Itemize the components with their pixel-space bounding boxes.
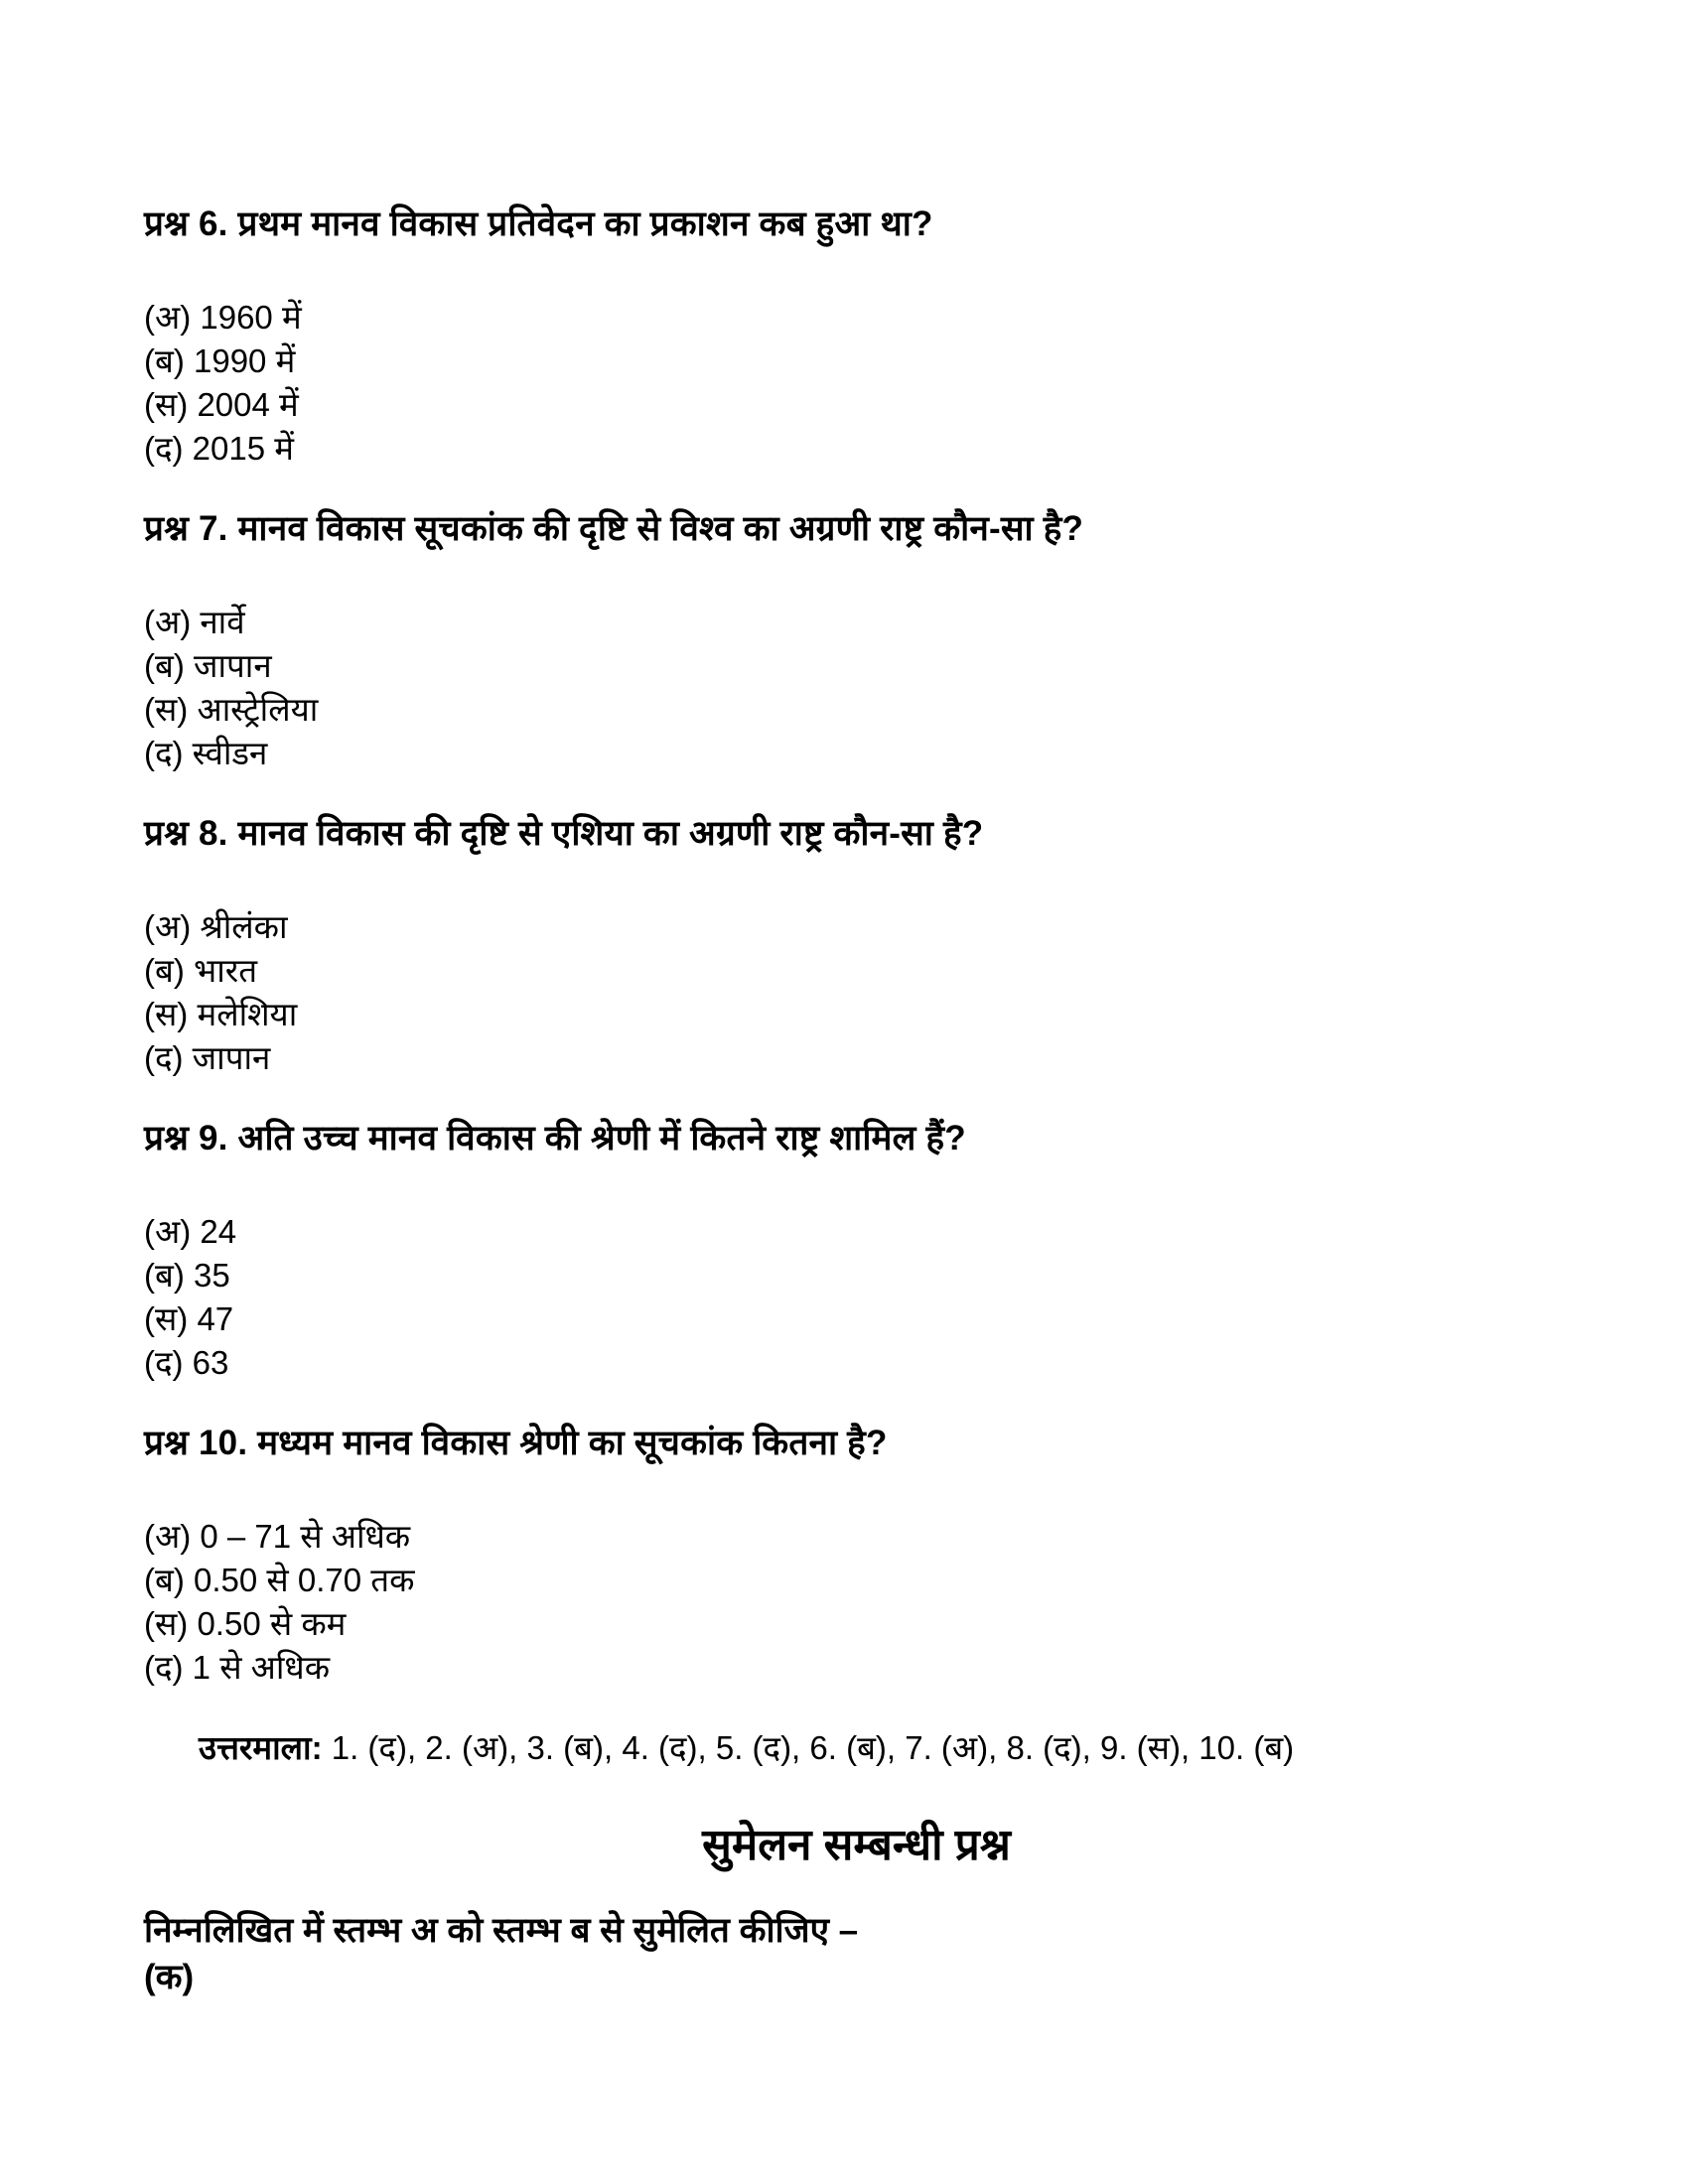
answer-key-label: उत्तरमाला: <box>199 1729 323 1766</box>
question-block-6 <box>144 202 1569 471</box>
question-6-options <box>144 296 1569 471</box>
match-sub-label: (क) <box>144 1958 195 1996</box>
option-item: (ब) भारत <box>144 952 258 989</box>
question-block-9 <box>144 1116 1569 1385</box>
question-8-title: प्रश्न 8. मानव विकास की दृष्टि से एशिया का अग्रणी राष्ट्र कौन-सा है? <box>144 814 984 853</box>
option-item: (अ) 1960 में <box>144 299 302 336</box>
option-item: (अ) श्रीलंका <box>144 908 288 945</box>
option-item: (ब) 35 <box>144 1257 230 1294</box>
option-item: (द) 2015 में <box>144 430 294 467</box>
section-heading: सुमेलन सम्बन्धी प्रश्न <box>702 1821 1011 1869</box>
option-item: (स) 47 <box>144 1300 234 1337</box>
question-6-title: प्रश्न 6. प्रथम मानव विकास प्रतिवेदन का प्रकाशन कब हुआ था? <box>144 205 933 243</box>
option-item: (ब) 1990 में <box>144 342 296 379</box>
question-7-options <box>144 601 1569 775</box>
question-9-title: प्रश्न 9. अति उच्च मानव विकास की श्रेणी में कितने राष्ट्र शामिल हैं? <box>144 1119 966 1158</box>
question-10-title: प्रश्न 10. मध्यम मानव विकास श्रेणी का सूचकांक कितना है? <box>144 1424 888 1462</box>
option-item: (स) 0.50 से कम <box>144 1605 347 1642</box>
option-item: (अ) 0 – 71 से अधिक <box>144 1518 411 1555</box>
question-7-title: प्रश्न 7. मानव विकास सूचकांक की दृष्टि से विश्व का अग्रणी राष्ट्र कौन-सा है? <box>144 509 1084 548</box>
answer-key-text: 1. (द), 2. (अ), 3. (ब), 4. (द), 5. (द), 6. (ब), 7. (अ), 8. (द), 9. (स), 10. (ब) <box>322 1729 1295 1766</box>
option-item: (द) 63 <box>144 1344 229 1381</box>
question-block-8 <box>144 811 1569 1080</box>
option-item: (अ) 24 <box>144 1213 237 1250</box>
question-block-10 <box>144 1421 1569 1690</box>
question-9-options <box>144 1210 1569 1385</box>
match-intro: निम्नलिखित में स्तम्भ अ को स्तम्भ ब से सुमेलित कीजिए – <box>144 1911 859 1950</box>
option-item: (स) आस्ट्रेलिया <box>144 691 319 728</box>
option-item: (द) 1 से अधिक <box>144 1649 331 1686</box>
option-item: (अ) नार्वे <box>144 604 245 640</box>
option-item: (स) मलेशिया <box>144 996 298 1032</box>
question-10-options <box>144 1515 1569 1690</box>
option-item: (ब) जापान <box>144 647 272 684</box>
option-item: (द) स्वीडन <box>144 735 268 771</box>
option-item: (ब) 0.50 से 0.70 तक <box>144 1562 415 1598</box>
question-block-7 <box>144 506 1569 775</box>
option-item: (स) 2004 में <box>144 386 299 423</box>
answer-key-line <box>199 1725 1569 1770</box>
question-8-options <box>144 905 1569 1080</box>
option-item: (द) जापान <box>144 1039 271 1076</box>
